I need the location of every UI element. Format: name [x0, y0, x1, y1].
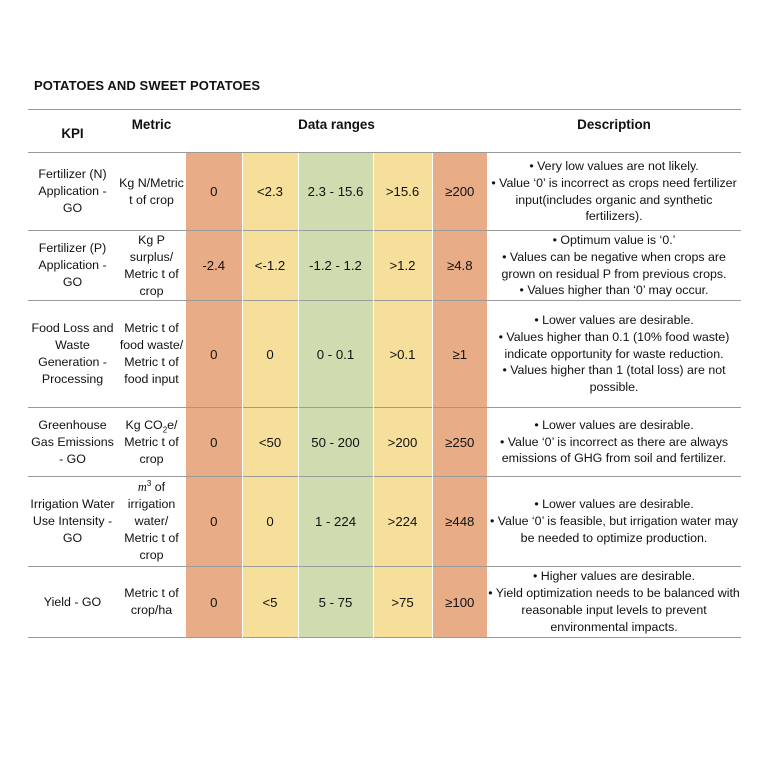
- description-line: • Very low values are not likely.: [529, 158, 699, 173]
- range-cell-target: 2.3 - 15.6: [298, 153, 373, 231]
- kpi-cell: Fertilizer (N) Application - GO: [38, 167, 107, 215]
- description-line: • Higher values are desirable.: [532, 569, 696, 584]
- metric-text: Kg CO: [125, 417, 163, 432]
- description-cell: [487, 301, 741, 408]
- description-line: • Lower values are desirable.: [534, 417, 694, 432]
- metric-subscript: 2: [162, 424, 168, 434]
- description-line: • Lower values are desirable.: [534, 497, 694, 512]
- range-cell-high: >75: [373, 567, 432, 638]
- metric-cell: [117, 477, 186, 567]
- range-cell-high-bound: ≥1: [432, 301, 487, 408]
- range-cell-target: 0 - 0.1: [298, 301, 373, 408]
- table-row: [28, 408, 741, 477]
- range-cell-target: -1.2 - 1.2: [298, 231, 373, 301]
- description-cell: [487, 408, 741, 477]
- range-cell-target: 50 - 200: [298, 408, 373, 477]
- range-cell-high: >0.1: [373, 301, 432, 408]
- kpi-cell: Yield - GO: [43, 594, 102, 609]
- header-row: [28, 110, 741, 153]
- header-metric: Metric: [117, 110, 186, 153]
- metric-cell: Metric t of food waste/ Metric t of food input: [119, 321, 184, 386]
- range-cell-low: 0: [242, 477, 298, 567]
- range-cell-high: >200: [373, 408, 432, 477]
- description-cell: [487, 153, 741, 231]
- description-line: • Optimum value is ‘0.’: [552, 232, 676, 247]
- metric-cell: [117, 408, 186, 477]
- description-line: • Lower values are desirable.: [534, 313, 694, 327]
- kpi-cell: Fertilizer (P) Application - GO: [38, 241, 107, 289]
- kpi-cell: Greenhouse Gas Emissions - GO: [31, 417, 114, 466]
- description-cell: [487, 477, 741, 567]
- range-cell-low: <50: [242, 408, 298, 477]
- range-cell-target: 1 - 224: [298, 477, 373, 567]
- description-line: • Value ‘0’ is incorrect as crops need fertilizer input(includes organic and synthetic fertilizers).: [491, 175, 737, 224]
- metric-text: e/ Metric t of crop: [124, 417, 179, 466]
- range-cell-low: <2.3: [242, 153, 298, 231]
- description-line: • Values can be negative when crops are grown on residual P from previous crops.: [501, 249, 727, 281]
- range-cell-low-bound: -2.4: [186, 231, 242, 301]
- range-cell-high-bound: ≥250: [432, 408, 487, 477]
- header-data-ranges: Data ranges: [186, 110, 487, 153]
- description-line: • Values higher than ‘0’ may occur.: [519, 283, 709, 298]
- range-cell-low: <5: [242, 567, 298, 638]
- kpi-cell: Food Loss and Waste Generation - Processing: [31, 321, 114, 386]
- kpi-cell: Irrigation Water Use Intensity - GO: [30, 497, 115, 545]
- table-row: [28, 477, 741, 567]
- range-cell-low: <-1.2: [242, 231, 298, 301]
- range-cell-low-bound: 0: [186, 567, 242, 638]
- range-cell-low-bound: 0: [186, 477, 242, 567]
- header-kpi: KPI: [28, 110, 117, 153]
- range-cell-low: 0: [242, 301, 298, 408]
- table-row: [28, 567, 741, 638]
- description-cell: [487, 231, 741, 301]
- range-cell-high: >15.6: [373, 153, 432, 231]
- description-cell: [487, 567, 741, 638]
- metric-cell: Metric t of crop/ha: [124, 586, 179, 617]
- description-line: • Yield optimization needs to be balanced with reasonable input levels to prevent environmental impacts.: [488, 586, 740, 634]
- metric-cell: Kg P surplus/ Metric t of crop: [124, 232, 179, 298]
- range-cell-high: >1.2: [373, 231, 432, 301]
- range-cell-target: 5 - 75: [298, 567, 373, 638]
- description-line: • Values higher than 1 (total loss) are not possible.: [502, 363, 726, 395]
- table-row: [28, 301, 741, 408]
- description-line: • Value ‘0’ is feasible, but irrigation water may be needed to optimize production.: [489, 514, 739, 545]
- table-row: [28, 231, 741, 301]
- page-title: POTATOES AND SWEET POTATOES: [34, 78, 261, 93]
- table-row: [28, 153, 741, 231]
- metric-text: of irrigation water/ Metric t of crop: [124, 480, 179, 562]
- header-description: Description: [487, 110, 741, 153]
- range-cell-high-bound: ≥100: [432, 567, 487, 638]
- range-cell-high-bound: ≥200: [432, 153, 487, 231]
- range-cell-high-bound: ≥4.8: [432, 231, 487, 301]
- range-cell-high-bound: ≥448: [432, 477, 487, 567]
- range-cell-low-bound: 0: [186, 301, 242, 408]
- metric-superscript: 3: [146, 478, 152, 488]
- range-cell-high: >224: [373, 477, 432, 567]
- kpi-table: [28, 109, 741, 638]
- metric-cell: Kg N/Metric t of crop: [119, 175, 184, 207]
- range-cell-low-bound: 0: [186, 408, 242, 477]
- metric-text: m: [137, 480, 147, 494]
- range-cell-low-bound: 0: [186, 153, 242, 231]
- description-line: • Values higher than 0.1 (10% food waste) indicate opportunity for waste reduction.: [498, 329, 730, 361]
- description-line: • Value ‘0’ is incorrect as there are always emissions of GHG from soil and fertilizer.: [499, 434, 729, 466]
